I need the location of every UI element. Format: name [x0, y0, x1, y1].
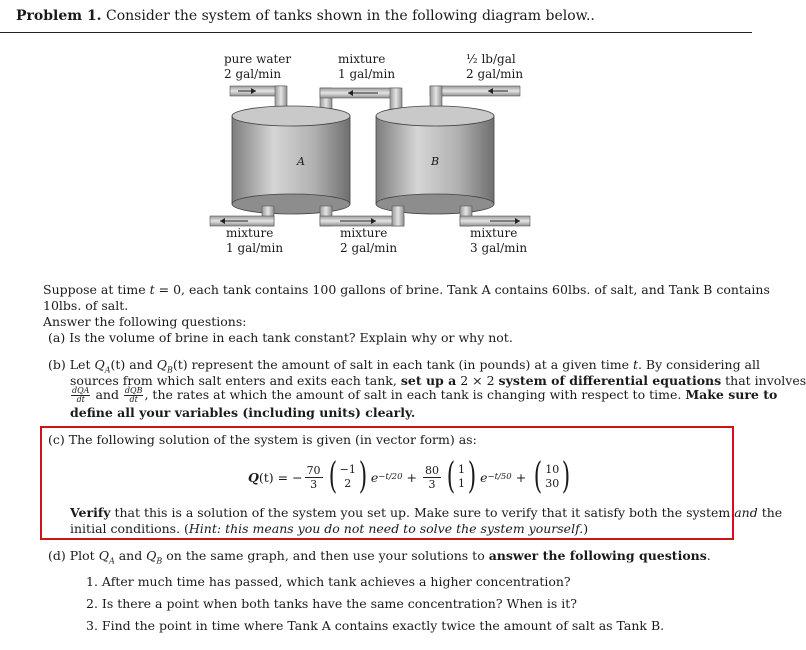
label-flow-b-to-a: mixture 1 gal/min — [338, 52, 396, 81]
setup-line-2: 10lbs. of salt. — [43, 298, 129, 313]
tank-a — [232, 106, 350, 214]
tank-b-label: B — [431, 155, 440, 168]
part-a-tag: (a) — [48, 330, 66, 345]
label-flow-a-to-b: mixture 2 gal/min — [340, 226, 398, 255]
outlet-pipe-right — [460, 206, 530, 226]
part-c-verify-line-1: Verify that this is a solution of the system you set up. Make sure to verify that it satisfy both the system and the — [70, 505, 783, 520]
list-item: 3. Find the point in time where Tank A contains exactly twice the amount of salt as Tank B. — [86, 618, 665, 633]
part-c-verify-line-2: initial conditions. (Hint: this means you do not need to solve the system yourself.) — [70, 521, 589, 536]
setup-line-3: Answer the following questions: — [43, 314, 247, 329]
problem-header — [16, 8, 595, 24]
list-item: 1. After much time has passed, which tank achieves a higher concentration? — [86, 574, 571, 589]
part-a-text: Is the volume of brine in each tank constant? Explain why or why not. — [69, 330, 513, 345]
part-c-intro: (c) The following solution of the system is given (in vector form) as: — [48, 432, 477, 447]
vector-3: ( 10 30 ) — [533, 456, 571, 497]
connector-pipe-top — [320, 88, 402, 110]
list-item: 2. Is there a point when both tanks have the same concentration? When is it? — [86, 596, 577, 611]
tank-a-label: A — [297, 155, 305, 168]
label-inflow-pure-water: pure water 2 gal/min — [224, 52, 292, 81]
label-inflow-salt: ½ lb/gal 2 gal/min — [466, 52, 524, 81]
part-a — [48, 330, 513, 346]
problem-intro: Consider the system of tanks shown in the following diagram below.. — [106, 8, 595, 24]
tank-diagram — [190, 48, 550, 263]
label-outflow-a: mixture 1 gal/min — [226, 226, 284, 255]
label-outflow-b: mixture 3 gal/min — [470, 226, 528, 255]
vector-1: ( −1 2 ) — [328, 456, 368, 497]
part-b-line-2: sources from which salt enters and exits each tank, set up a 2 × 2 system of differential equations that involves — [70, 373, 806, 388]
part-d: (d) Plot $Q_A$ and $Q_B$ on the same graph, and then use your solutions to answer the following questions. — [48, 548, 711, 566]
setup-line-1: Suppose at time t = 0, each tank contains 100 gallons of brine. Tank A contains 60lbs. of salt, and Tank B contains — [43, 282, 770, 297]
vector-2: ( 1 1 ) — [446, 456, 477, 497]
problem-number: Problem 1. — [16, 8, 102, 24]
part-b-line-4: define all your variables (including units) clearly. — [70, 405, 416, 420]
part-b-line-1: (b) Let $Q_A(t)$ and $Q_B(t)$ represent the amount of salt in each tank (in pounds) at a given time t. By considering all — [48, 357, 760, 375]
part-b-line-3: $\frac{\text{dQA}}{dt}$ and $\frac{\text{dQB}}{dt}$ , the rates at which the amount of salt in each tank is changing with respect to time. Make sure to — [72, 386, 778, 404]
solution-equation: Q (t) = − $\frac{70}{3}$ ( −1 2 ) e −t/20 + $\frac{80}{3}$ ( 1 1 ) e −t/50 + ( 10 30 ) — [248, 458, 574, 496]
header-divider — [0, 32, 752, 33]
